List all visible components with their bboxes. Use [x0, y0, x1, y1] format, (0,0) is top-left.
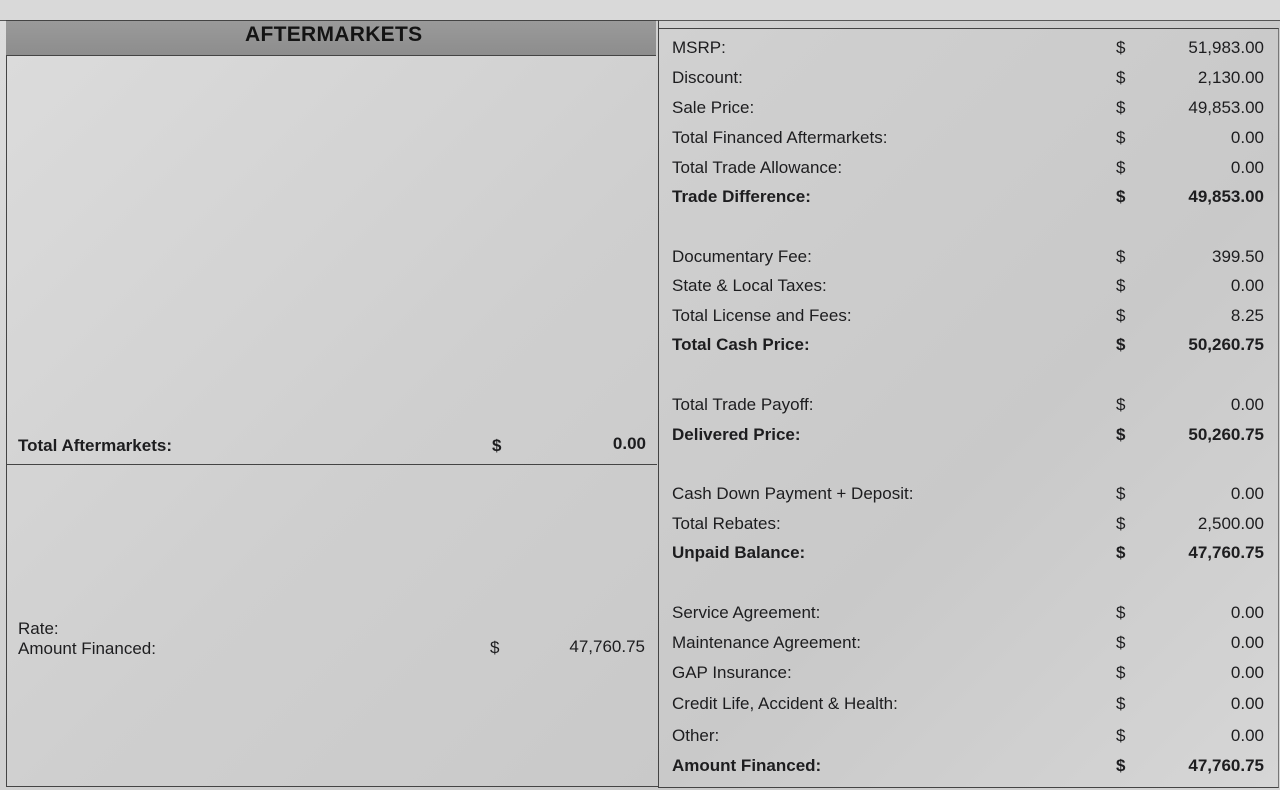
row-value-total-trade-allowance: 0.00	[1230, 158, 1264, 177]
row-value-total-financed-aftermarkets: 0.00	[1230, 128, 1264, 147]
row-label-other: Other:	[672, 726, 720, 745]
row-currency-delivered-price: $	[1116, 425, 1126, 444]
row-label-maintenance-agreement: Maintenance Agreement:	[672, 633, 862, 652]
row-label-msrp: MSRP:	[672, 38, 726, 57]
aftermarkets-panel	[6, 20, 659, 787]
row-currency-amount-financed: $	[1116, 756, 1126, 775]
row-value-documentary-fee: 399.50	[1212, 247, 1264, 266]
row-currency-total-rebates: $	[1116, 514, 1126, 533]
section-divider	[6, 464, 657, 465]
row-currency-trade-difference: $	[1116, 187, 1126, 206]
row-value-gap-insurance: 0.00	[1230, 663, 1264, 682]
row-label-trade-difference: Trade Difference:	[672, 187, 811, 206]
row-currency-total-trade-allowance: $	[1116, 158, 1126, 177]
row-value-maintenance-agreement: 0.00	[1230, 633, 1264, 652]
row-value-discount: 2,130.00	[1197, 68, 1264, 87]
row-currency-msrp: $	[1116, 38, 1126, 57]
row-currency-sale-price: $	[1116, 98, 1126, 117]
row-value-amount-financed: 47,760.75	[1188, 756, 1264, 775]
row-label-discount: Discount:	[672, 68, 743, 87]
amount-financed-currency: $	[490, 638, 500, 657]
row-label-sale-price: Sale Price:	[672, 98, 755, 117]
row-currency-unpaid-balance: $	[1116, 543, 1126, 562]
row-value-total-cash-price: 50,260.75	[1188, 335, 1264, 354]
row-label-gap-insurance: GAP Insurance:	[672, 663, 792, 682]
amount-financed-value: 47,760.75	[569, 637, 645, 656]
row-label-total-trade-allowance: Total Trade Allowance:	[672, 158, 843, 177]
row-label-documentary-fee: Documentary Fee:	[672, 247, 812, 266]
row-value-delivered-price: 50,260.75	[1188, 425, 1264, 444]
total-aftermarkets-value: 0.00	[612, 434, 646, 453]
row-value-credit-life-accident-health: 0.00	[1230, 694, 1264, 713]
row-currency-gap-insurance: $	[1116, 663, 1126, 682]
row-currency-cash-down-payment-deposit: $	[1116, 484, 1126, 503]
row-currency-total-trade-payoff: $	[1116, 395, 1126, 414]
row-value-msrp: 51,983.00	[1188, 38, 1264, 57]
aftermarkets-title: AFTERMARKETS	[245, 23, 423, 46]
row-value-total-trade-payoff: 0.00	[1230, 395, 1264, 414]
row-value-state-local-taxes: 0.00	[1230, 276, 1264, 295]
row-currency-total-cash-price: $	[1116, 335, 1126, 354]
row-label-total-cash-price: Total Cash Price:	[672, 335, 810, 354]
rate-label: Rate:	[18, 619, 59, 638]
row-label-total-financed-aftermarkets: Total Financed Aftermarkets:	[672, 128, 888, 147]
row-label-total-rebates: Total Rebates:	[672, 514, 781, 533]
row-label-state-local-taxes: State & Local Taxes:	[672, 276, 827, 295]
row-label-total-license-and-fees: Total License and Fees:	[672, 306, 852, 325]
row-label-amount-financed: Amount Financed:	[672, 756, 822, 775]
row-currency-total-license-and-fees: $	[1116, 306, 1126, 325]
amount-financed-label: Amount Financed:	[18, 639, 156, 658]
row-currency-credit-life-accident-health: $	[1116, 694, 1126, 713]
row-value-service-agreement: 0.00	[1230, 603, 1264, 622]
row-value-other: 0.00	[1230, 726, 1264, 745]
row-value-unpaid-balance: 47,760.75	[1188, 543, 1264, 562]
total-aftermarkets-currency: $	[492, 436, 502, 455]
row-label-credit-life-accident-health: Credit Life, Accident & Health:	[672, 694, 898, 713]
row-label-delivered-price: Delivered Price:	[672, 425, 801, 444]
row-currency-other: $	[1116, 726, 1126, 745]
row-label-service-agreement: Service Agreement:	[672, 603, 821, 622]
row-value-total-license-and-fees: 8.25	[1230, 306, 1264, 325]
row-currency-total-financed-aftermarkets: $	[1116, 128, 1126, 147]
row-value-sale-price: 49,853.00	[1188, 98, 1264, 117]
row-currency-state-local-taxes: $	[1116, 276, 1126, 295]
row-currency-service-agreement: $	[1116, 603, 1126, 622]
row-label-unpaid-balance: Unpaid Balance:	[672, 543, 806, 562]
row-label-cash-down-payment-deposit: Cash Down Payment + Deposit:	[672, 484, 914, 503]
total-aftermarkets-label: Total Aftermarkets:	[18, 436, 172, 455]
row-currency-documentary-fee: $	[1116, 247, 1126, 266]
row-value-cash-down-payment-deposit: 0.00	[1230, 484, 1264, 503]
row-currency-discount: $	[1116, 68, 1126, 87]
row-currency-maintenance-agreement: $	[1116, 633, 1126, 652]
top-strip	[0, 0, 1280, 21]
row-value-trade-difference: 49,853.00	[1188, 187, 1264, 206]
row-value-total-rebates: 2,500.00	[1197, 514, 1264, 533]
row-label-total-trade-payoff: Total Trade Payoff:	[672, 395, 814, 414]
